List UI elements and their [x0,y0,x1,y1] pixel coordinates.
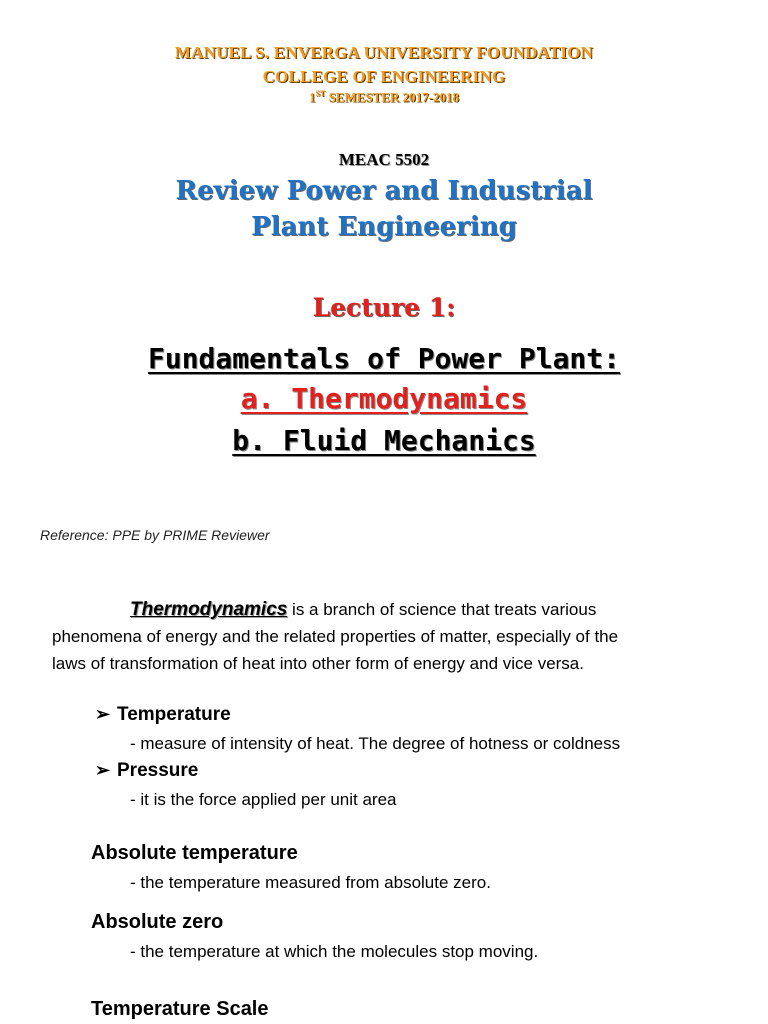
course-title-line-2: Plant Engineering [251,212,517,242]
arrow-bullet-icon: ➢ [95,760,111,780]
arrow-bullet-icon: ➢ [95,704,111,724]
bullet-title: Pressure [117,760,199,781]
bullet-description: - measure of intensity of heat. The degree of hotness or coldness [130,734,621,753]
lecture-label: Lecture 1: [312,293,456,322]
semester-text: SEMESTER 2017-2018 [325,89,459,105]
section-description: - the temperature at which the molecules stop moving. [130,942,539,961]
semester-ordinal-suffix: ST [315,89,326,98]
reference-note: Reference: PPE by PRIME Reviewer [40,527,270,543]
college-name: COLLEGE OF ENGINEERING [262,67,506,86]
course-title-line-1: Review Power and Industrial [175,176,593,206]
section-heading: Absolute zero [91,911,224,933]
topic-line-1: Fundamentals of Power Plant: [147,342,620,375]
definition-line-1 [130,596,596,623]
section-heading: Temperature Scale [91,998,269,1020]
course-code: MEAC 5502 [338,150,430,169]
section-heading: Absolute temperature [91,842,298,864]
definition-text-1: is a branch of science that treats various [287,600,597,619]
topic-line-3: b. Fluid Mechanics [232,424,536,457]
bullet-temperature [95,704,231,726]
bullet-description: - it is the force applied per unit area [130,790,397,809]
university-name: MANUEL S. ENVERGA UNIVERSITY FOUNDATION [174,43,594,62]
semester-line [0,89,768,105]
bullet-title: Temperature [117,704,231,725]
definition-term: Thermodynamics [130,599,288,620]
definition-line-3: laws of transformation of heat into other form of energy and vice versa. [52,654,584,673]
section-description: - the temperature measured from absolute zero. [130,873,491,892]
definition-line-2: phenomena of energy and the related properties of matter, especially of the [52,627,619,646]
topic-line-2: a. Thermodynamics [240,382,528,415]
semester-number: 1 [309,89,316,105]
bullet-pressure [95,760,198,782]
